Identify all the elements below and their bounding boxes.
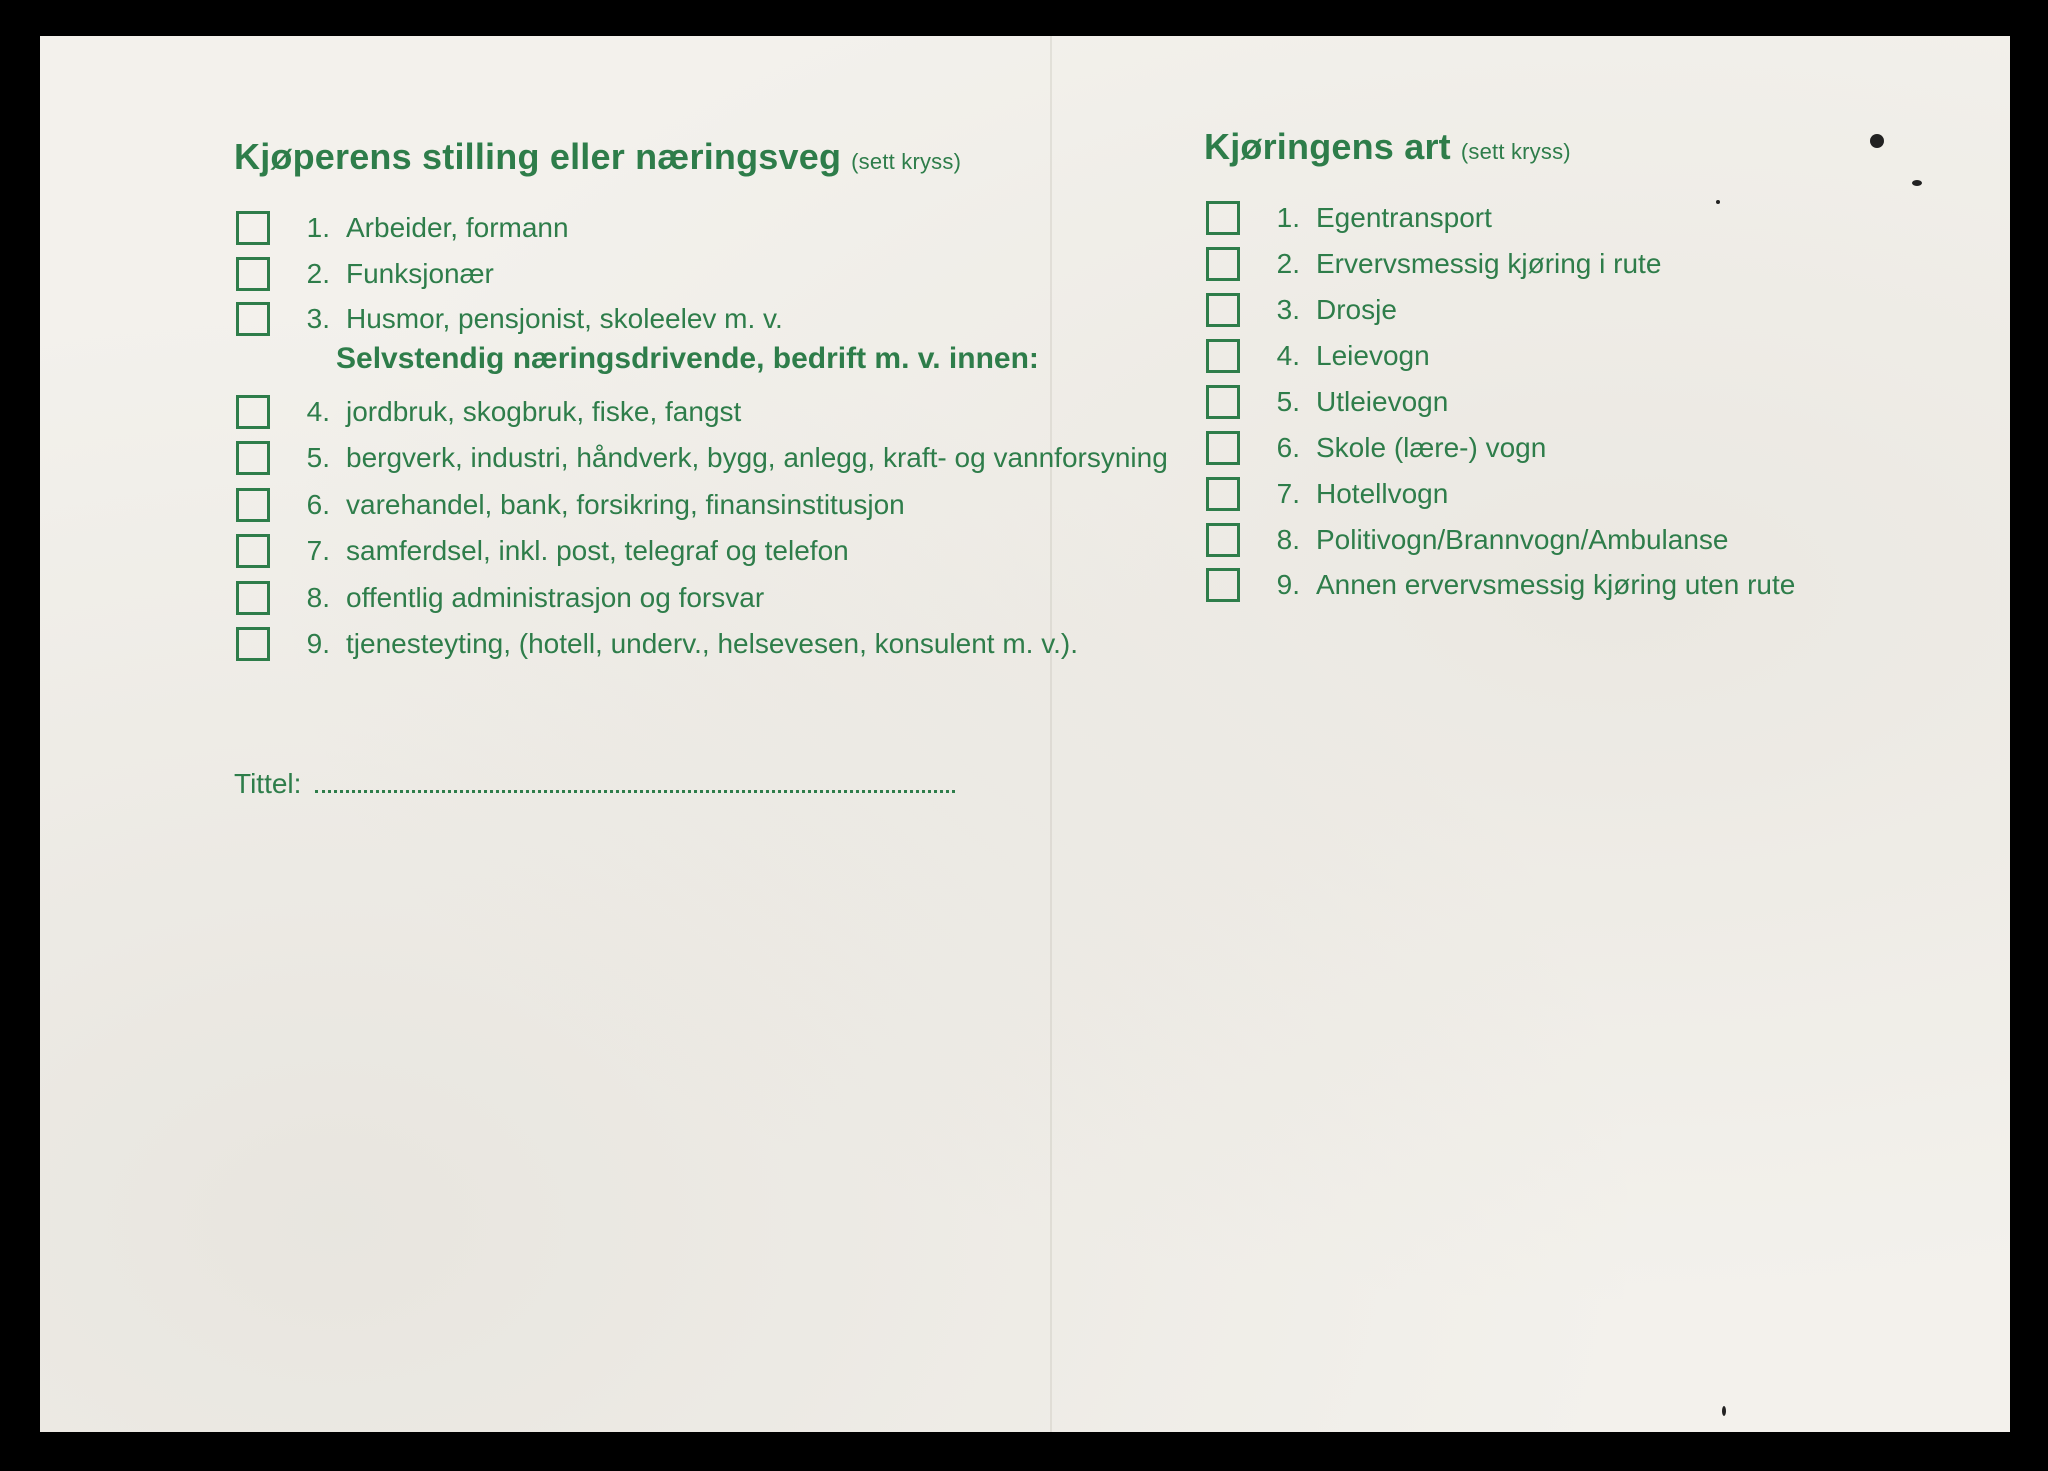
item-label: Skole (lære-) vogn (1316, 432, 1547, 463)
list-item (1206, 477, 1448, 511)
driving-type-note: (sett kryss) (1460, 139, 1571, 164)
checkbox[interactable] (236, 441, 270, 475)
item-label: Drosje (1316, 294, 1397, 325)
paper-fold (1050, 36, 1052, 1432)
checkbox[interactable] (1206, 339, 1240, 373)
checkbox[interactable] (1206, 247, 1240, 281)
item-label: varehandel, bank, forsikring, finansinstitusjon (346, 489, 905, 520)
item-label: Annen ervervsmessig kjøring uten rute (1316, 569, 1796, 600)
checkbox[interactable] (1206, 385, 1240, 419)
ink-speck (1722, 1406, 1726, 1416)
item-number: 1. (306, 212, 330, 243)
item-number: 1. (1276, 202, 1300, 233)
item-label: Funksjonær (346, 258, 494, 289)
list-item (1206, 523, 1728, 557)
list-item (236, 627, 1078, 661)
item-number: 3. (1276, 294, 1300, 325)
item-number: 6. (306, 489, 330, 520)
checkbox[interactable] (1206, 201, 1240, 235)
buyer-occupation-title: Kjøperens stilling eller næringsveg (234, 136, 842, 177)
checkbox[interactable] (236, 534, 270, 568)
item-number: 5. (1276, 386, 1300, 417)
list-item (236, 211, 569, 245)
item-label: jordbruk, skogbruk, fiske, fangst (346, 396, 742, 427)
list-item (236, 302, 783, 336)
list-item (236, 488, 905, 522)
item-number: 8. (1276, 524, 1300, 555)
list-item (236, 441, 1168, 475)
list-item (1206, 201, 1492, 235)
title-field (234, 768, 955, 800)
item-number: 6. (1276, 432, 1300, 463)
list-item (1206, 568, 1795, 602)
item-label: tjenesteyting, (hotell, underv., helsevesen, konsulent m. v.). (346, 628, 1079, 659)
list-item (1206, 385, 1448, 419)
checkbox[interactable] (236, 302, 270, 336)
checkbox[interactable] (236, 488, 270, 522)
item-label: Politivogn/Brannvogn/Ambulanse (1316, 524, 1729, 555)
list-item (1206, 339, 1430, 373)
list-item (236, 395, 741, 429)
item-number: 7. (306, 535, 330, 566)
title-field-label: Tittel: (234, 768, 302, 799)
driving-type-heading (1204, 126, 1571, 168)
checkbox[interactable] (236, 627, 270, 661)
self-employed-subheading: Selvstendig næringsdrivende, bedrift m. v. innen: (336, 342, 1039, 375)
driving-type-title: Kjøringens art (1204, 126, 1451, 167)
item-label: Arbeider, formann (346, 212, 569, 243)
ink-speck (1870, 134, 1884, 148)
item-label: Egentransport (1316, 202, 1492, 233)
list-item (1206, 247, 1661, 281)
ink-speck (1716, 200, 1720, 204)
item-number: 8. (306, 582, 330, 613)
checkbox[interactable] (236, 581, 270, 615)
item-number: 7. (1276, 478, 1300, 509)
checkbox[interactable] (236, 257, 270, 291)
checkbox[interactable] (236, 211, 270, 245)
item-label: Ervervsmessig kjøring i rute (1316, 248, 1662, 279)
buyer-occupation-heading (234, 136, 961, 178)
list-item (1206, 293, 1397, 327)
list-item (236, 534, 849, 568)
item-label: Leievogn (1316, 340, 1430, 371)
checkbox[interactable] (1206, 523, 1240, 557)
item-number: 2. (306, 258, 330, 289)
item-number: 9. (1276, 569, 1300, 600)
item-label: Utleievogn (1316, 386, 1449, 417)
item-number: 4. (1276, 340, 1300, 371)
item-number: 9. (306, 628, 330, 659)
item-number: 3. (306, 303, 330, 334)
item-label: offentlig administrasjon og forsvar (346, 582, 765, 613)
ink-speck (1912, 180, 1922, 186)
checkbox[interactable] (1206, 293, 1240, 327)
item-number: 2. (1276, 248, 1300, 279)
list-item (236, 257, 494, 291)
form-sheet (40, 36, 2010, 1432)
checkbox[interactable] (1206, 568, 1240, 602)
item-label: Husmor, pensjonist, skoleelev m. v. (346, 303, 783, 334)
checkbox[interactable] (1206, 477, 1240, 511)
item-number: 5. (306, 442, 330, 473)
buyer-occupation-note: (sett kryss) (851, 149, 962, 174)
list-item (1206, 431, 1546, 465)
title-field-line[interactable] (315, 770, 955, 793)
list-item (236, 581, 764, 615)
item-label: Hotellvogn (1316, 478, 1449, 509)
checkbox[interactable] (236, 395, 270, 429)
checkbox[interactable] (1206, 431, 1240, 465)
item-label: samferdsel, inkl. post, telegraf og telefon (346, 535, 849, 566)
item-label: bergverk, industri, håndverk, bygg, anlegg, kraft- og vannforsyning (346, 442, 1168, 473)
item-number: 4. (306, 396, 330, 427)
